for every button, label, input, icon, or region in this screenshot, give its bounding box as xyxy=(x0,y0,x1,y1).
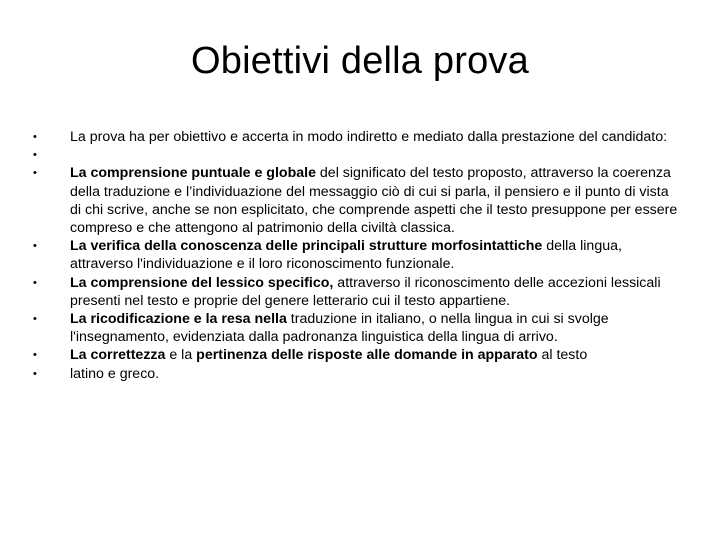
bold-text-segment: La ricodificazione e la resa nella xyxy=(70,311,287,328)
bold-text-segment: La correttezza xyxy=(70,347,166,364)
bullet-text xyxy=(70,164,682,237)
bullet-icon: • xyxy=(33,276,37,289)
bullet-list xyxy=(32,128,682,383)
text-segment: e la xyxy=(165,347,197,364)
bullet-text xyxy=(70,237,682,273)
bullet-item xyxy=(32,146,682,164)
bullet-text xyxy=(70,346,682,364)
bold-text-segment: pertinenza delle risposte alle domande in apparato xyxy=(196,347,538,364)
bullet-text xyxy=(70,274,682,310)
text-segment: del significato del testo proposto, attraverso la coerenza della traduzione e l’individuazione del messaggio ciò di cui si parla, il pensiero e il punto di vista di chi scrive, anche se non esplicitato, che comprende aspetti che il testo presuppone per essere compreso e che attengono al patrimonio della civiltà classica. xyxy=(70,165,678,237)
bullet-icon: • xyxy=(33,149,37,162)
bullet-text xyxy=(70,146,682,164)
bullet-icon: • xyxy=(33,367,37,380)
bullet-icon: • xyxy=(33,131,37,143)
bullet-icon: • xyxy=(33,167,37,180)
bullet-item xyxy=(32,164,682,237)
bullet-item xyxy=(32,237,682,273)
bold-text-segment: La comprensione del lessico specifico, xyxy=(70,274,334,291)
text-segment: al testo xyxy=(537,347,588,364)
bullet-icon: • xyxy=(33,313,37,326)
bullet-text xyxy=(70,365,682,383)
bullet-item xyxy=(32,310,682,346)
text-segment: La prova ha per obiettivo e accerta in modo indiretto e mediato dalla prestazione del candidato: xyxy=(70,129,668,145)
text-segment: latino e greco. xyxy=(70,365,160,382)
slide-title: Obiettivi della prova xyxy=(191,40,529,82)
bullet-text xyxy=(70,310,682,346)
bullet-item xyxy=(32,274,682,310)
bullet-icon: • xyxy=(33,240,37,253)
bullet-item xyxy=(32,346,682,364)
text-segment: traduzione in italiano, o nella lingua in cui si svolge l'insegnamento, evidenziata dalla padronanza linguistica della lingua di arrivo. xyxy=(70,311,609,346)
bullet-item xyxy=(32,365,682,383)
bold-text-segment: La verifica della conoscenza delle principali strutture morfosintattiche xyxy=(70,238,543,255)
bullet-item xyxy=(32,128,682,146)
bullet-icon: • xyxy=(33,349,37,362)
text-segment: attraverso il riconoscimento delle accezioni lessicali presenti nel testo e proprie del genere letterario cui il testo appartiene. xyxy=(70,274,661,309)
bullet-text xyxy=(70,128,682,146)
bold-text-segment: La comprensione puntuale e globale xyxy=(70,165,316,182)
text-segment: della lingua, attraverso l'individuazione e il loro riconoscimento funzionale. xyxy=(70,238,622,273)
